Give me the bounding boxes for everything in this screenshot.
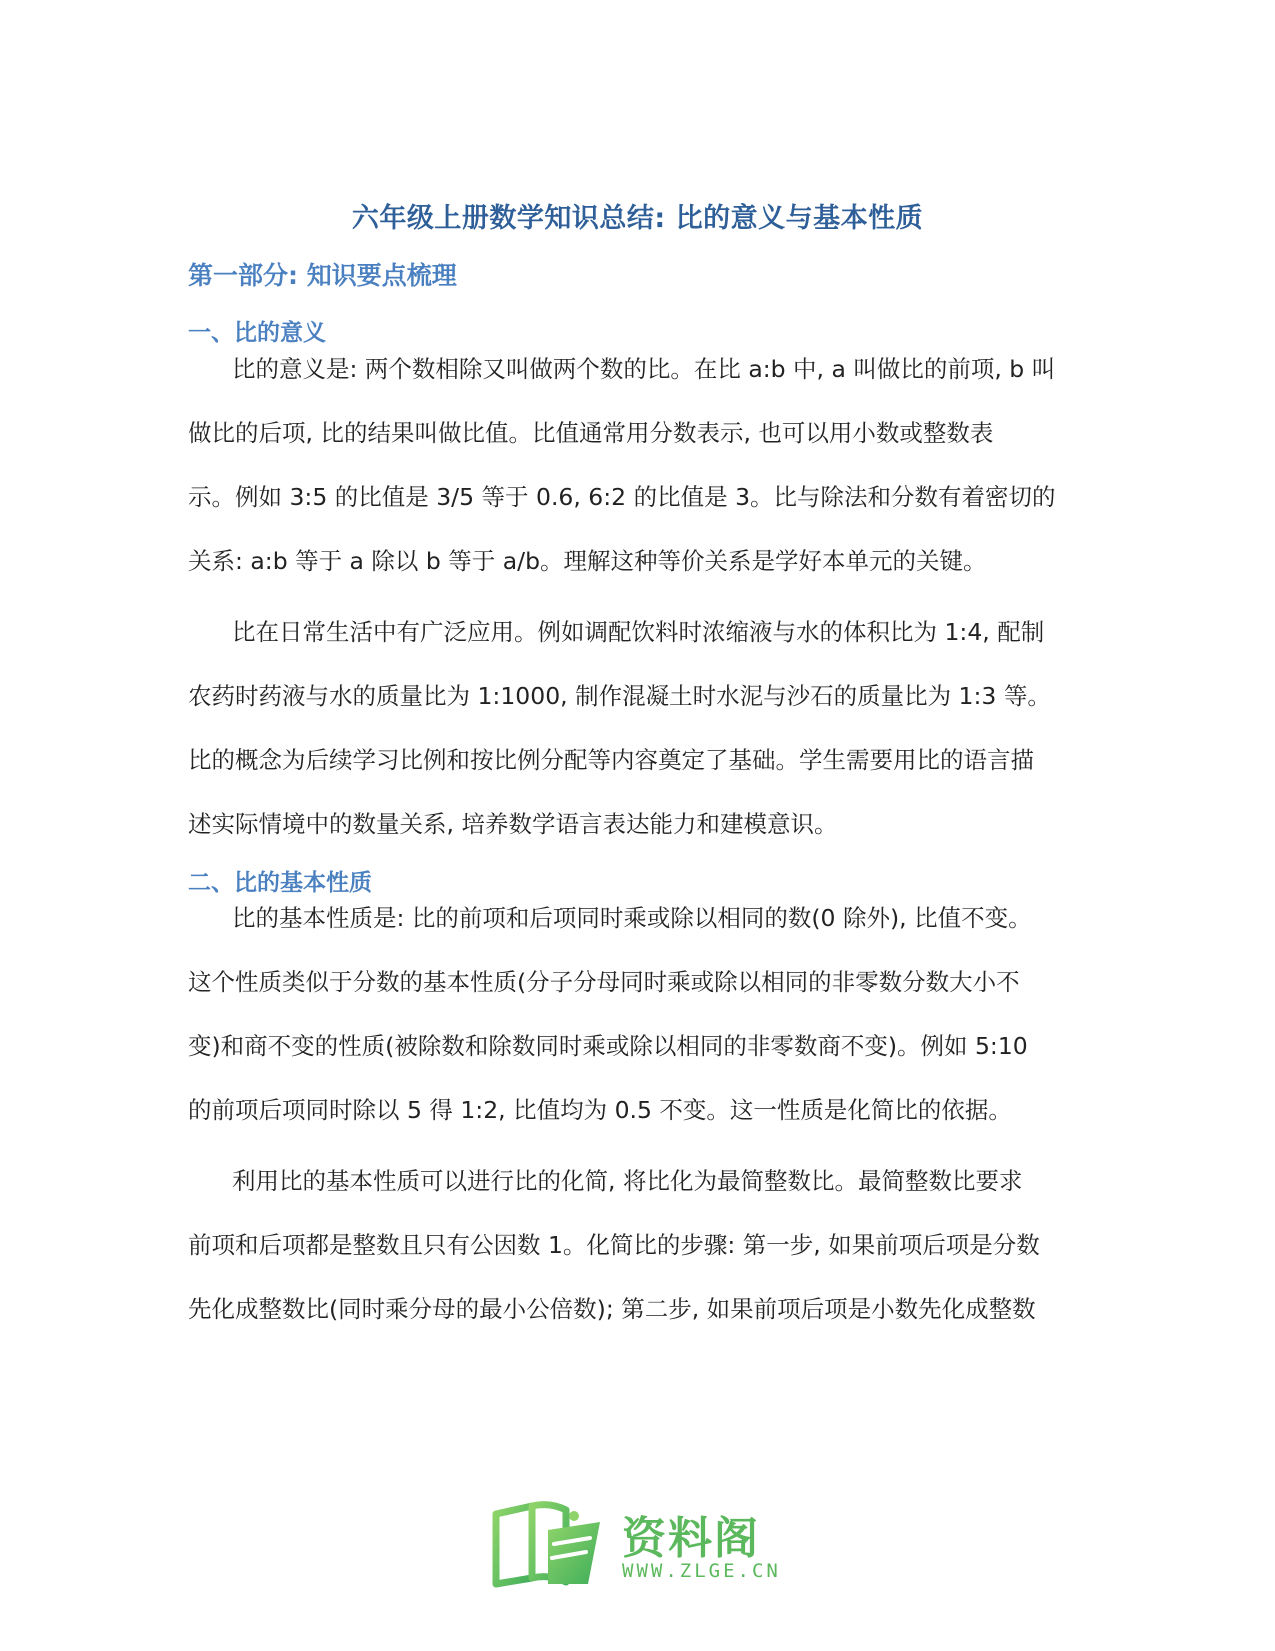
watermark-logo [492, 1500, 792, 1590]
text-line: 比的基本性质是: 比的前项和后项同时乘或除以相同的数(0 除外), 比值不变。 [232, 904, 1032, 932]
text-line: 比的概念为后续学习比例和按比例分配等内容奠定了基础。学生需要用比的语言描 [188, 746, 1034, 774]
text-line: 变)和商不变的性质(被除数和除数同时乘或除以相同的非零数商不变)。例如 5:10 [188, 1032, 1028, 1060]
text-line: 前项和后项都是整数且只有公因数 1。化简比的步骤: 第一步, 如果前项后项是分数 [188, 1231, 1040, 1259]
paragraph [188, 618, 1088, 874]
text-line: 做比的后项, 比的结果叫做比值。比值通常用分数表示, 也可以用小数或整数表 [188, 419, 994, 447]
open-book-icon [492, 1500, 610, 1588]
text-line: 示。例如 3:5 的比值是 3/5 等于 0.6, 6:2 的比值是 3。比与除法和分数有着密切的 [188, 483, 1056, 511]
text-line: 先化成整数比(同时乘分母的最小公倍数); 第二步, 如果前项后项是小数先化成整数 [188, 1295, 1036, 1323]
part-heading: 第一部分: 知识要点梳理 [188, 261, 457, 290]
paragraph [188, 904, 1088, 1160]
text-line: 农药时药液与水的质量比为 1:1000, 制作混凝土时水泥与沙石的质量比为 1:3 等。 [188, 682, 1051, 710]
text-line: 利用比的基本性质可以进行比的化简, 将比化为最简整数比。最简整数比要求 [232, 1167, 1023, 1195]
text-line: 的前项后项同时除以 5 得 1:2, 比值均为 0.5 不变。这一性质是化简比的依据。 [188, 1096, 1012, 1124]
paragraph [188, 355, 1088, 611]
text-line: 比在日常生活中有广泛应用。例如调配饮料时浓缩液与水的体积比为 1:4, 配制 [232, 618, 1045, 646]
paragraph [188, 1167, 1088, 1359]
text-line: 述实际情境中的数量关系, 培养数学语言表达能力和建模意识。 [188, 810, 838, 838]
text-line: 比的意义是: 两个数相除又叫做两个数的比。在比 a:b 中, a 叫做比的前项, b 叫 [232, 355, 1056, 383]
watermark-url: WWW.ZLGE.CN [622, 1560, 781, 1582]
section-heading-meaning: 一、比的意义 [188, 320, 326, 346]
section-heading-basic-property: 二、比的基本性质 [188, 870, 372, 896]
text-line: 关系: a:b 等于 a 除以 b 等于 a/b。理解这种等价关系是学好本单元的关键。 [188, 547, 987, 575]
document-title: 六年级上册数学知识总结: 比的意义与基本性质 [351, 203, 924, 234]
text-line: 这个性质类似于分数的基本性质(分子分母同时乘或除以相同的非零数分数大小不 [188, 968, 1020, 996]
watermark-name: 资料阁 [622, 1513, 760, 1564]
